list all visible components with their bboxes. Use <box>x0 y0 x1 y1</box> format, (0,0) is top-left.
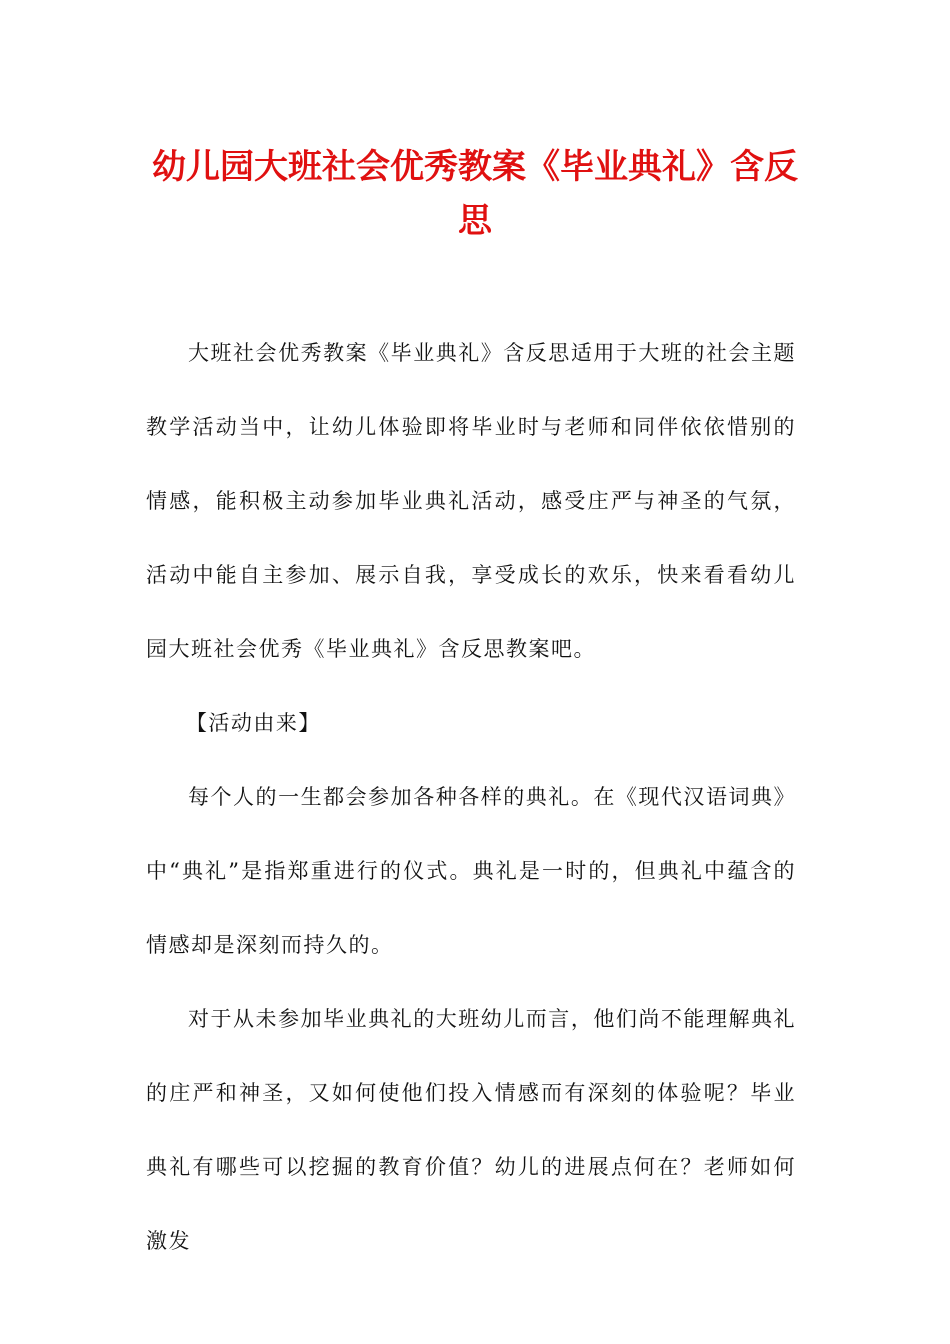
paragraph-education-value: 对于从未参加毕业典礼的大班幼儿而言，他们尚不能理解典礼的庄严和神圣，又如何使他们投入情感而有深刻的体验呢？毕业典礼有哪些可以挖掘的教育价值？幼儿的进展点何在？老师如何激发 <box>146 1007 796 1253</box>
section-heading-activity-origin: 【活动由来】 <box>185 711 321 735</box>
document-title: 幼儿园大班社会优秀教案《毕业典礼》含反思 <box>152 147 798 241</box>
paragraph-ceremony-definition: 每个人的一生都会参加各种各样的典礼。在《现代汉语词典》中“典礼”是指郑重进行的仪式。典礼是一时的，但典礼中蕴含的情感却是深刻而持久的。 <box>146 785 796 957</box>
intro-paragraph: 大班社会优秀教案《毕业典礼》含反思适用于大班的社会主题教学活动当中，让幼儿体验即将毕业时与老师和同伴依依惜别的情感，能积极主动参加毕业典礼活动，感受庄严与神圣的气氛，活动中能自主参加、展示自我，享受成长的欢乐，快来看看幼儿园大班社会优秀《毕业典礼》含反思教案吧。 <box>146 341 796 661</box>
document-body <box>146 316 796 1278</box>
